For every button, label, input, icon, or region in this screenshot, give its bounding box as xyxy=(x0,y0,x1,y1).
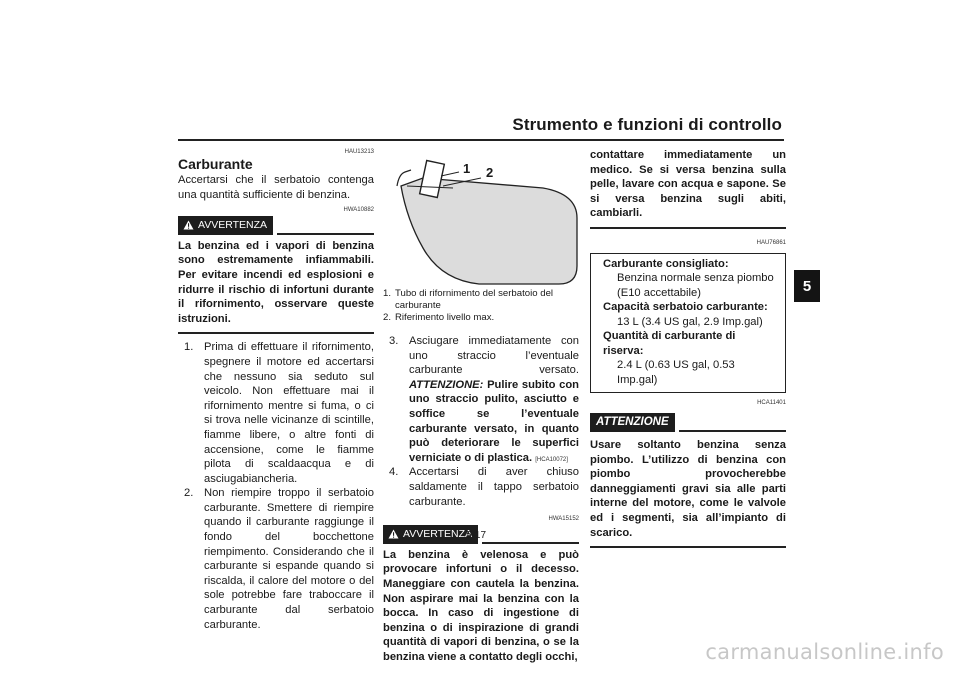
intro-text: Accertarsi che il serbatoio contenga una quantità sufficiente di benzina. xyxy=(178,174,374,201)
warning-end-rule xyxy=(590,227,786,229)
step-number: 1. xyxy=(184,341,194,354)
attention-inline-label: ATTENZIONE: xyxy=(409,378,484,391)
step-number: 3. xyxy=(389,335,399,347)
section-code: HAU13213 xyxy=(344,149,374,155)
attention-inline-text: Pulire subito con uno straccio pulito, asciutto e soffice se l’eventuale carburante versato, in quanto può deteriorare le superfici verniciate o di plastica. xyxy=(409,378,579,464)
warning-text: La benzina è velenosa e può provocare infortuni o il decesso. Maneggiare con cautela la benzina. Non aspirare mai la benzina con la bocca. In caso di ingestione di benzina o di inspirazione di grandi quantità di vapori di benzina, o se la benzina viene a contatto degli occhi, xyxy=(383,548,579,663)
step-text: Prima di effettuare il rifornimento, spegnere il motore ed accertarsi che nessuno sia seduto sul veicolo. Non effettuare mai il rifornimento mentre si fuma, o ci si trova nelle vicinanze di scintille, fiamme libere, o altre fonti di accensione, come le fiamme pilota di scaldaacqua e di asciugabiancheria. xyxy=(204,341,374,485)
list-item xyxy=(178,486,374,632)
list-item xyxy=(178,340,374,486)
warning-end-rule xyxy=(178,332,374,334)
list-item xyxy=(383,465,579,509)
step-body: Asciugare immediatamente con uno straccio l’eventuale carburante versato. xyxy=(409,335,579,377)
steps-list xyxy=(383,334,579,509)
caption-number: 1. xyxy=(383,288,392,299)
column-1 xyxy=(178,148,374,632)
figure-captions xyxy=(383,288,579,324)
tank-capacity-value: 13 L (3.4 US gal, 2.9 Imp.gal) xyxy=(617,315,763,328)
page-title: Strumento e funzioni di controllo xyxy=(512,115,782,134)
attention-code: HCA11401 xyxy=(757,400,786,407)
figure-label-1: 1 xyxy=(463,161,471,176)
step-text: Non riempire troppo il serbatoio carburante. Smettere di riempire quando il carburante raggiunge il fondo del bocchettone riempimento. Considerando che il carburante si espande quando si riscalda, il calore del motore o del sole potrebbe fare traboccare il carburante dal serbatoio carburante. xyxy=(204,487,374,631)
fuel-tank-figure xyxy=(383,148,579,288)
step-number: 4. xyxy=(389,466,399,479)
warning-triangle-icon xyxy=(183,220,194,230)
tank-capacity-label: Capacità serbatoio carburante: xyxy=(603,301,768,314)
caption-text: Riferimento livello max. xyxy=(395,312,495,323)
recommended-fuel-note: (E10 accettabile) xyxy=(617,286,701,299)
title-rule xyxy=(178,139,784,141)
warning-label: AVVERTENZA xyxy=(403,528,473,541)
attention-inline-code: [HCA10072] xyxy=(535,456,568,463)
section-code: HAU76861 xyxy=(756,239,786,246)
warning-text: La benzina ed i vapori di benzina sono estremamente infiammabili. Per evitare incendi ed esplosioni e ridurre il rischio di infortuni durante il rifornimento, osservare queste istruzioni. xyxy=(178,239,374,325)
attention-end-rule xyxy=(590,546,786,548)
step-number: 2. xyxy=(184,487,194,500)
recommended-fuel-value: Benzina normale senza piombo xyxy=(617,272,774,285)
step-text xyxy=(409,334,579,465)
caption-item xyxy=(383,312,579,324)
attention-badge: ATTENZIONE xyxy=(590,413,675,432)
reserve-value: 2.4 L (0.63 US gal, 0.53 Imp.gal) xyxy=(617,359,735,386)
warning-line xyxy=(277,233,374,235)
warning-triangle-icon xyxy=(388,529,399,539)
warning-code: HWA10882 xyxy=(343,207,374,214)
section-heading: Carburante xyxy=(178,156,253,172)
caption-item xyxy=(383,288,579,312)
caption-number: 2. xyxy=(383,312,392,323)
attention-text: Usare soltanto benzina senza piombo. L’utilizzo di benzina con piombo provocherebbe danneggiamenti gravi sia alle parti interne del motore, come le valvole ed i segmenti, sia all’impianto di scarico. xyxy=(590,439,786,539)
watermark: carmanualsonline.info xyxy=(705,640,944,664)
chapter-tab: 5 xyxy=(794,270,820,302)
page-number: 5-17 xyxy=(466,530,487,541)
warning-continued-text: contattare immediatamente un medico. Se si versa benzina sulla pelle, lavare con acqua e sapone. Se si versa benzina sugli abiti, cambiarli. xyxy=(590,149,786,220)
fuel-specs-box xyxy=(590,253,786,394)
warning-line xyxy=(482,542,579,544)
steps-list xyxy=(178,340,374,632)
figure-label-2: 2 xyxy=(486,165,494,180)
step-text: Accertarsi di aver chiuso saldamente il tappo serbatoio carburante. xyxy=(409,466,579,508)
list-item xyxy=(383,334,579,465)
recommended-fuel-label: Carburante consigliato: xyxy=(603,257,729,270)
fuel-tank-illustration xyxy=(383,148,579,288)
reserve-label: Quantità di carburante di riserva: xyxy=(603,330,736,357)
warning-label: AVVERTENZA xyxy=(198,219,268,232)
attention-header xyxy=(590,413,786,432)
column-3 xyxy=(590,148,786,554)
warning-code: HWA15152 xyxy=(548,516,579,523)
warning-badge xyxy=(383,525,478,544)
caption-text: Tubo di rifornimento del serbatoio del carburante xyxy=(395,288,554,311)
warning-header xyxy=(178,216,374,235)
warning-badge xyxy=(178,216,273,235)
column-2 xyxy=(383,148,579,664)
attention-line xyxy=(679,430,786,432)
